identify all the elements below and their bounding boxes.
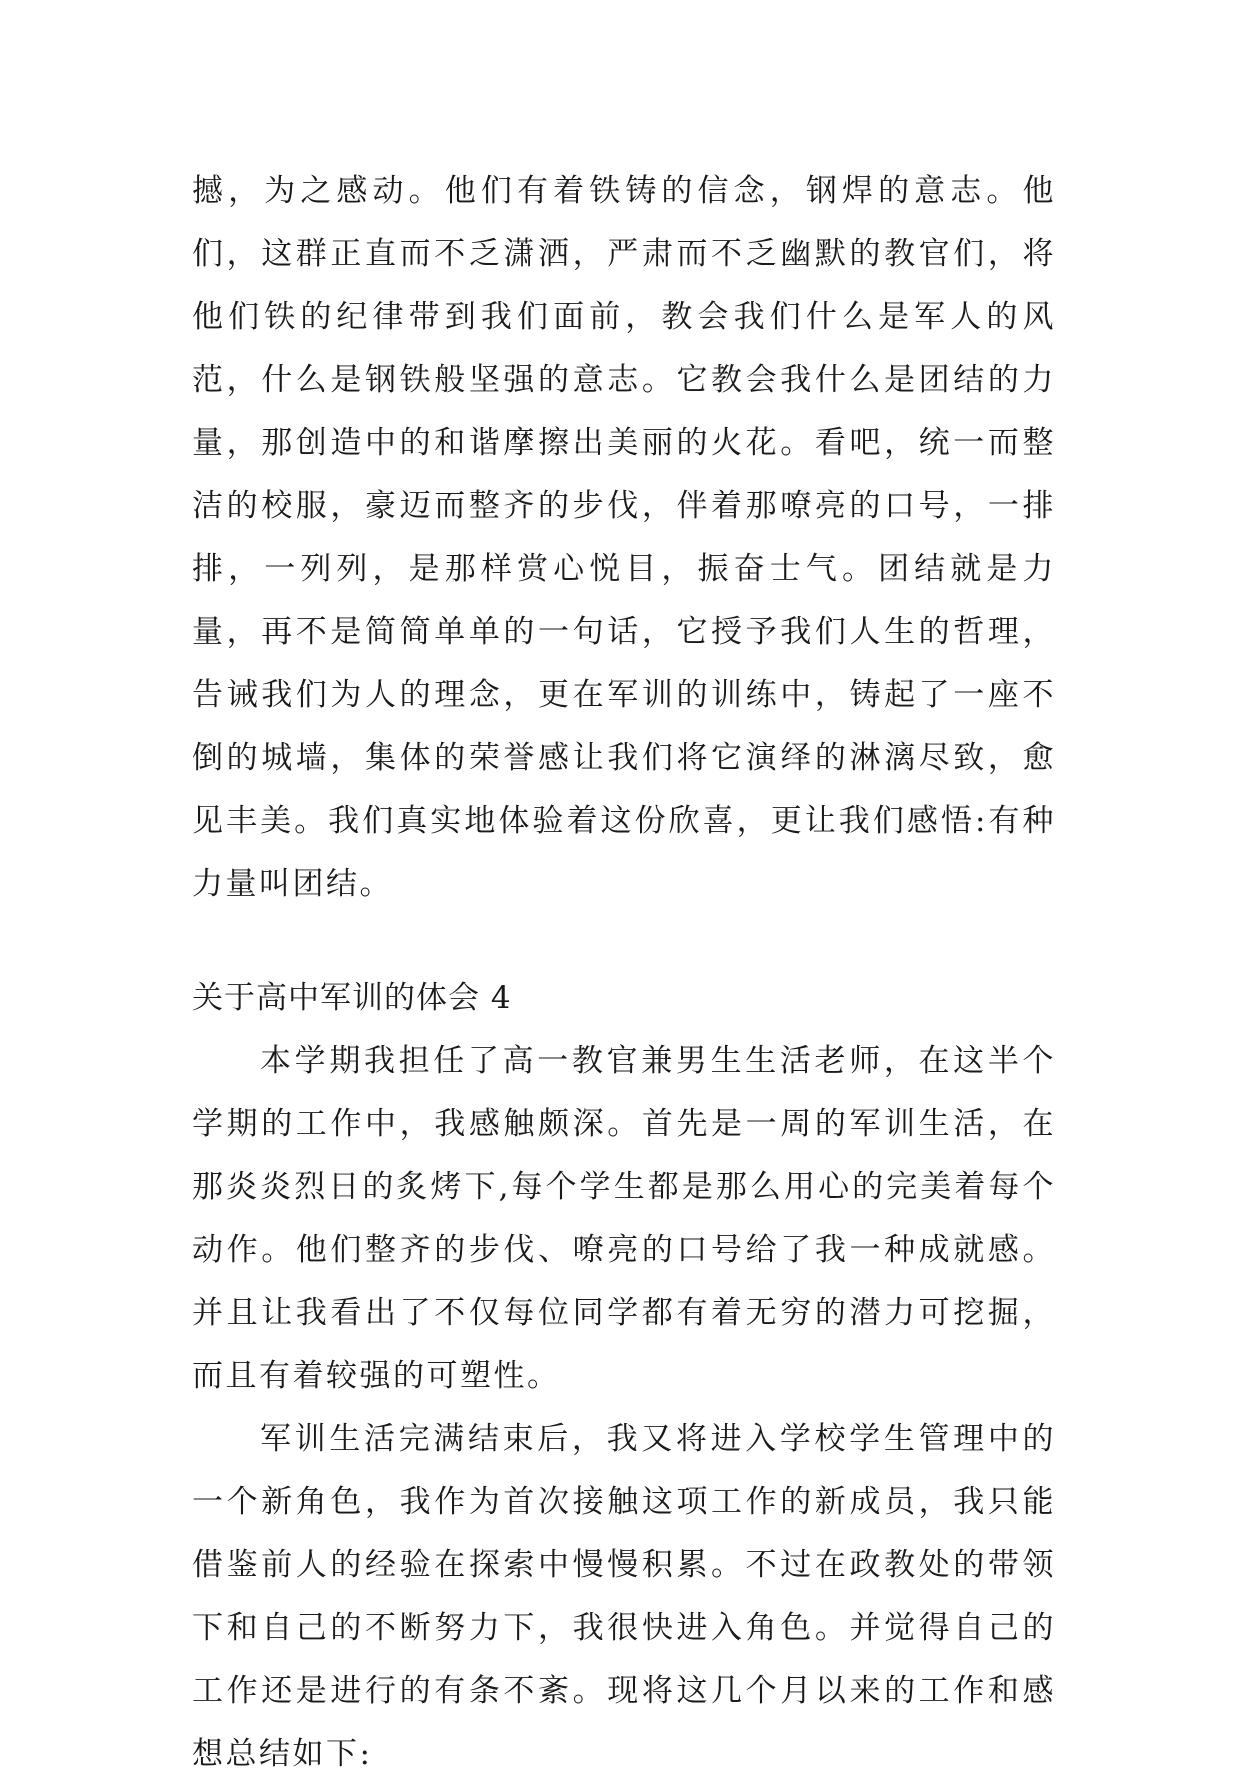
paragraph-2: 军训生活完满结束后，我又将进入学校学生管理中的一个新角色，我作为首次接触这项工作的新成员，我只能借鉴前人的经验在探索中慢慢积累。不过在政教处的带领下和自己的不断努力下，我很快进入角色。并觉得自己的工作还是进行的有条不紊。现将这几个月以来的工作和感想总结如下:: [192, 1421, 1056, 1772]
document-body: [192, 160, 1056, 1786]
section-heading: 关于高中军训的体会 4: [192, 980, 512, 1016]
continued-paragraph: 撼，为之感动。他们有着铁铸的信念，钢焊的意志。他们，这群正直而不乏潇洒，严肃而不乏幽默的教官们，将他们铁的纪律带到我们面前，教会我们什么是军人的风范，什么是钢铁般坚强的意志。它教会我什么是团结的力量，那创造中的和谐摩擦出美丽的火花。看吧，统一而整洁的校服，豪迈而整齐的步伐，伴着那嘹亮的口号，一排排，一列列，是那样赏心悦目，振奋士气。团结就是力量，再不是简简单单的一句话，它授予我们人生的哲理，告诫我们为人的理念，更在军训的训练中，铸起了一座不倒的城墙，集体的荣誉感让我们将它演绎的淋漓尽致，愈见丰美。我们真实地体验着这份欣喜，更让我们感悟:有种力量叫团结。: [192, 173, 1056, 902]
paragraph-1: 本学期我担任了高一教官兼男生生活老师，在这半个学期的工作中，我感触颇深。首先是一周的军训生活，在那炎炎烈日的炙烤下,每个学生都是那么用心的完美着每个动作。他们整齐的步伐、嘹亮的口号给了我一种成就感。并且让我看出了不仅每位同学都有着无穷的潜力可挖掘，而且有着较强的可塑性。: [192, 1043, 1056, 1394]
